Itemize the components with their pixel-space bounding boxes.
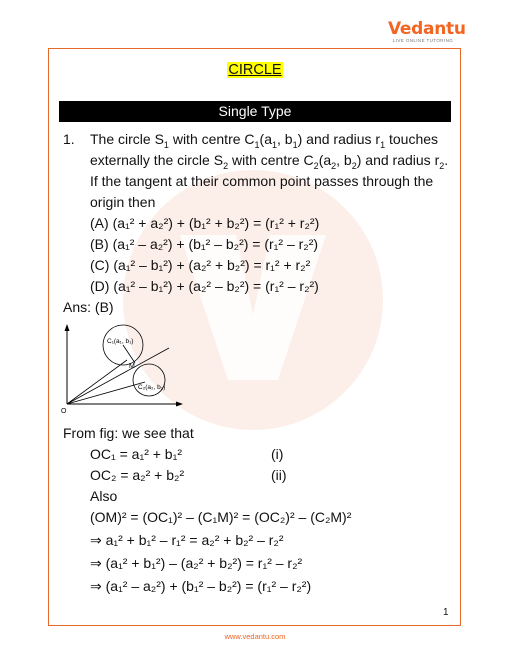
q2-sub-a: 2 bbox=[223, 160, 229, 171]
answer-line: Ans: (B) bbox=[63, 299, 114, 315]
q1-text-c: (a bbox=[259, 131, 272, 147]
option-b-text: (a₁² – a₂²) + (b₁² – b₂²) = (r₁² – r₂²) bbox=[112, 236, 319, 252]
option-d bbox=[90, 277, 319, 295]
q2-sub-c: 2 bbox=[331, 160, 337, 171]
question-line-4: origin then bbox=[90, 194, 156, 210]
question-line-2 bbox=[90, 151, 448, 169]
q1-text-e: ) and radius r bbox=[297, 131, 381, 147]
q1-text-f: touches bbox=[385, 131, 439, 147]
option-c bbox=[90, 256, 310, 274]
q1-text-d: , b bbox=[277, 131, 293, 147]
label-origin: O bbox=[61, 408, 67, 415]
q2-text-a: externally the circle S bbox=[90, 152, 224, 168]
option-a-label: (A) bbox=[90, 215, 113, 231]
q1-sub-a: 1 bbox=[163, 139, 169, 150]
q1-sub-c: 1 bbox=[272, 139, 278, 150]
line-o-c1 bbox=[67, 360, 127, 404]
option-a bbox=[90, 214, 319, 232]
x-axis-arrow-icon bbox=[176, 402, 183, 407]
solution-eq-4: ⇒ a₁² + b₁² – r₁² = a₂² + b₂² – r₂² bbox=[90, 532, 284, 548]
solution-also: Also bbox=[90, 488, 118, 504]
solution-eq-5: ⇒ (a₁² + b₁²) – (a₂² + b₂²) = r₁² – r₂² bbox=[90, 555, 303, 571]
option-d-text: (a₁² – b₁²) + (a₂² – b₂²) = (r₁² – r₂²) bbox=[113, 278, 319, 294]
q2-sub-d: 2 bbox=[351, 160, 357, 171]
q2-text-b: with centre C bbox=[228, 152, 314, 168]
question-line-1 bbox=[90, 130, 438, 148]
option-c-text: (a₁² – b₁²) + (a₂² + b₂²) = r₁² + r₂² bbox=[113, 257, 311, 273]
circle-s2 bbox=[133, 364, 165, 396]
q1-sub-e: 1 bbox=[380, 139, 386, 150]
q2-text-d: , b bbox=[336, 152, 352, 168]
q1-sub-b: 1 bbox=[254, 139, 260, 150]
solution-eq-6: ⇒ (a₁² – a₂²) + (b₁² – b₂²) = (r₁² – r₂²) bbox=[90, 578, 312, 594]
question-line-3: If the tangent at their common point passes through the bbox=[90, 173, 434, 189]
q1-text-b: with centre C bbox=[168, 131, 255, 147]
q2-sub-b: 2 bbox=[313, 160, 319, 171]
circles-diagram bbox=[59, 320, 189, 415]
option-a-text: (a₁² + a₂²) + (b₁² + b₂²) = (r₁² + r₂²) bbox=[112, 215, 320, 231]
line-o-c2 bbox=[67, 382, 145, 404]
q2-text-c: (a bbox=[318, 152, 332, 168]
page-title bbox=[0, 61, 510, 79]
q1-sub-d: 1 bbox=[292, 139, 298, 150]
y-axis-arrow-icon bbox=[65, 324, 70, 331]
solution-eq-2-tag: (ii) bbox=[271, 467, 287, 483]
option-c-label: (C) bbox=[90, 257, 114, 273]
logo-tagline: LIVE ONLINE TUTORING bbox=[392, 38, 454, 43]
label-c1: C₁(a₁, b₁) bbox=[107, 338, 134, 345]
q2-text-e: ) and radius r bbox=[356, 152, 440, 168]
solution-eq-1-tag: (i) bbox=[271, 446, 284, 462]
option-b-label: (B) bbox=[90, 236, 113, 252]
section-band: Single Type bbox=[59, 101, 451, 122]
question-number: 1. bbox=[63, 131, 75, 147]
solution-intro: From fig: we see that bbox=[63, 425, 194, 441]
line-c1-c2 bbox=[123, 345, 135, 363]
footer-link[interactable]: www.vedantu.com bbox=[224, 632, 286, 641]
page-title-text: CIRCLE bbox=[228, 62, 282, 78]
option-b bbox=[90, 235, 318, 253]
option-d-label: (D) bbox=[90, 278, 114, 294]
q2-sub-e: 2 bbox=[439, 160, 445, 171]
q1-text-a: The circle S bbox=[90, 131, 164, 147]
solution-eq-2: OC₂ = a₂² + b₂² bbox=[90, 467, 185, 483]
solution-eq-1: OC₁ = a₁² + b₁² bbox=[90, 446, 182, 462]
label-c2: C₂(a₂, b₂) bbox=[138, 384, 166, 391]
q2-text-f: . bbox=[444, 152, 449, 168]
page-number: 1 bbox=[443, 607, 449, 618]
solution-eq-3: (OM)² = (OC₁)² – (C₁M)² = (OC₂)² – (C₂M)² bbox=[90, 509, 352, 525]
label-m: M bbox=[129, 363, 135, 370]
vedantu-logo bbox=[388, 19, 466, 44]
logo-wordmark: Vedantu bbox=[388, 19, 466, 39]
